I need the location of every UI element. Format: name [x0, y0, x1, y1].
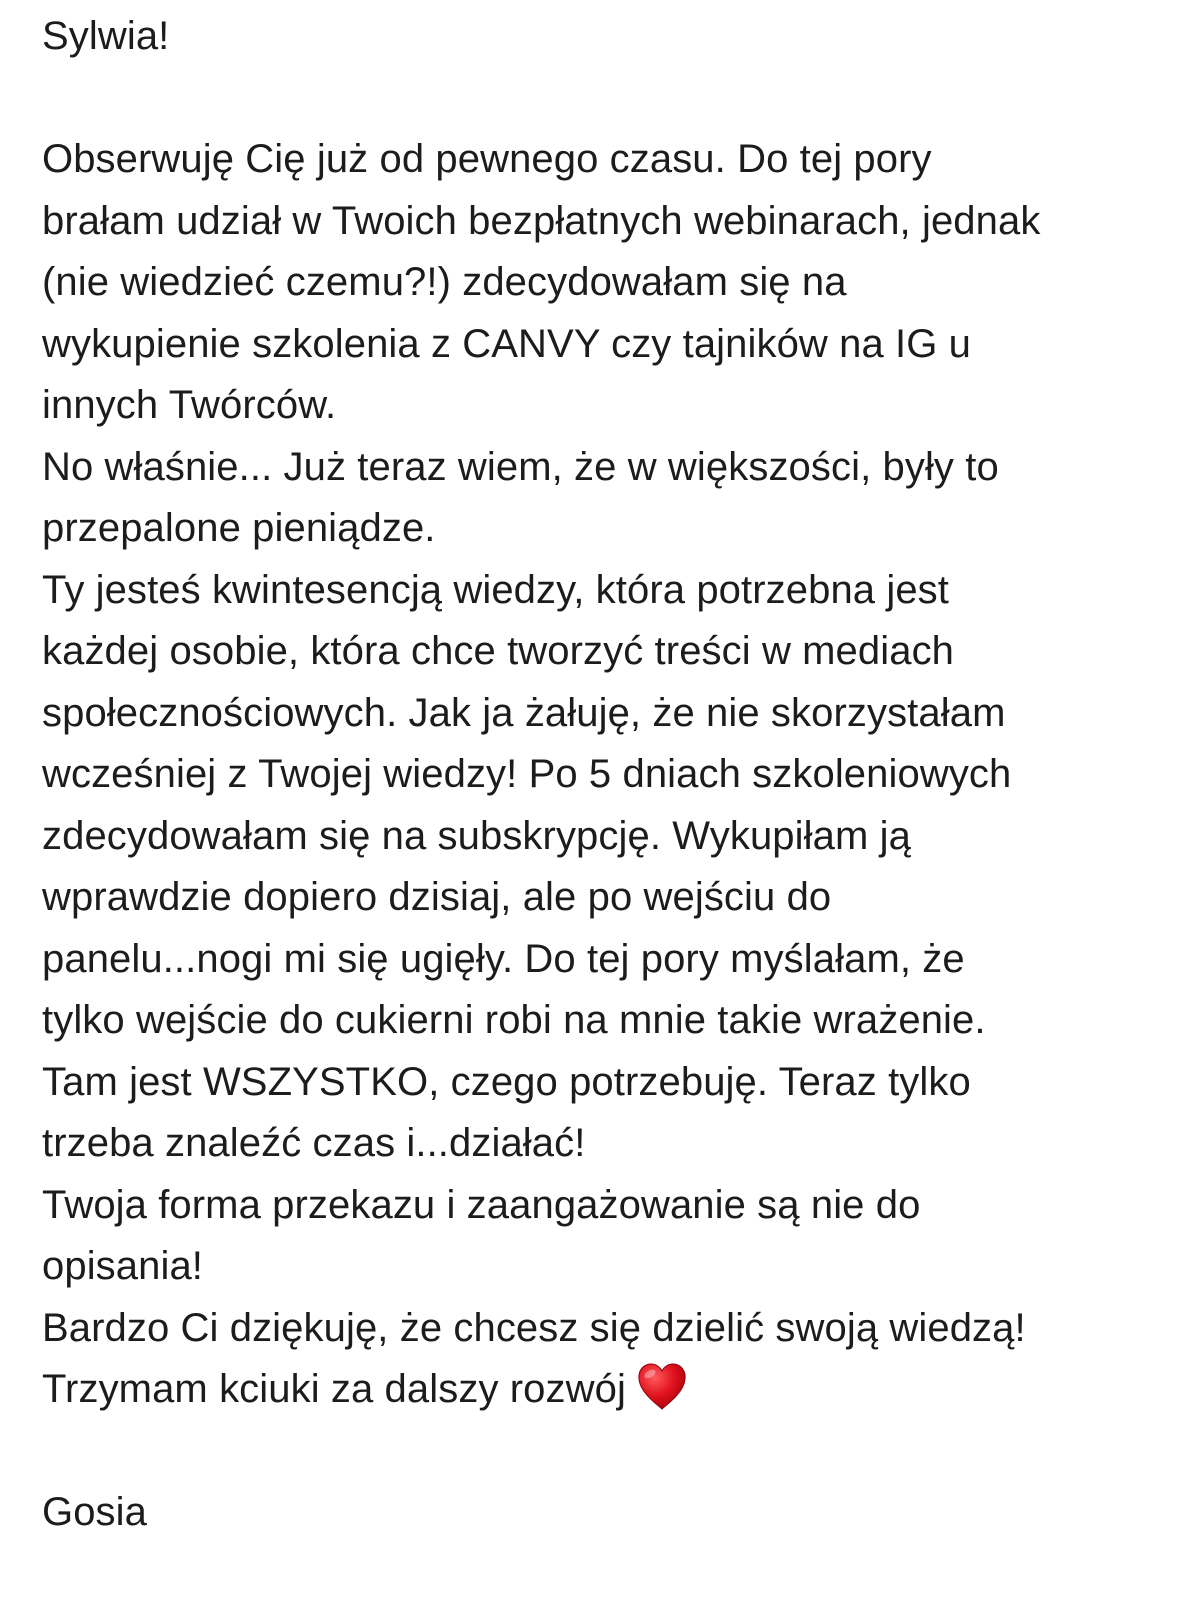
message-line: zdecydowałam się na subskrypcję. Wykupiłam ją: [42, 813, 911, 858]
message-line: Ty jesteś kwintesencją wiedzy, która potrzebna jest: [42, 567, 949, 612]
message-line: Bardzo Ci dziękuję, że chcesz się dzielić swoją wiedzą!: [42, 1305, 1026, 1350]
message-line: każdej osobie, która chce tworzyć treści w mediach: [42, 629, 955, 673]
message-line: (nie wiedzieć czemu?!) zdecydowałam się na: [42, 260, 847, 304]
message-line: opisania!: [42, 1244, 204, 1288]
message-body: [42, 6, 1152, 1544]
red-heart-icon: [636, 1362, 688, 1412]
message-line: wcześniej z Twojej wiedzy! Po 5 dniach szkoleniowych: [42, 752, 1012, 796]
message-line: Obserwuję Cię już od pewnego czasu. Do tej pory: [42, 137, 932, 181]
message-line: brałam udział w Twoich bezpłatnych webinarach, jednak: [42, 198, 1041, 243]
message-line: innych Twórców.: [42, 383, 337, 427]
message-line: wykupienie szkolenia z CANVY czy tajników na IG u: [42, 321, 972, 366]
message-line: Tam jest WSZYSTKO, czego potrzebuję. Teraz tylko: [42, 1059, 971, 1104]
message-line: No właśnie... Już teraz wiem, że w większości, były to: [42, 444, 999, 489]
message-line: Twoja forma przekazu i zaangażowanie są nie do: [42, 1182, 921, 1227]
closing-line: [42, 1359, 1152, 1421]
message-line: trzeba znaleźć czas i...działać!: [42, 1121, 586, 1165]
message-line: panelu...nogi mi się ugięły. Do tej pory myślałam, że: [42, 936, 965, 981]
message-line: społecznościowych. Jak ja żałuję, że nie skorzystałam: [42, 690, 1006, 735]
message-line: tylko wejście do cukierni robi na mnie takie wrażenie.: [42, 998, 986, 1042]
blank-line: [42, 1421, 1152, 1483]
signature: Gosia: [42, 1490, 147, 1534]
greeting: Sylwia!: [42, 14, 170, 58]
blank-line: [42, 68, 1152, 130]
closing-text: Trzymam kciuki za dalszy rozwój: [42, 1367, 626, 1411]
message-line: wprawdzie dopiero dzisiaj, ale po wejściu do: [42, 875, 832, 919]
message-line: przepalone pieniądze.: [42, 506, 436, 550]
